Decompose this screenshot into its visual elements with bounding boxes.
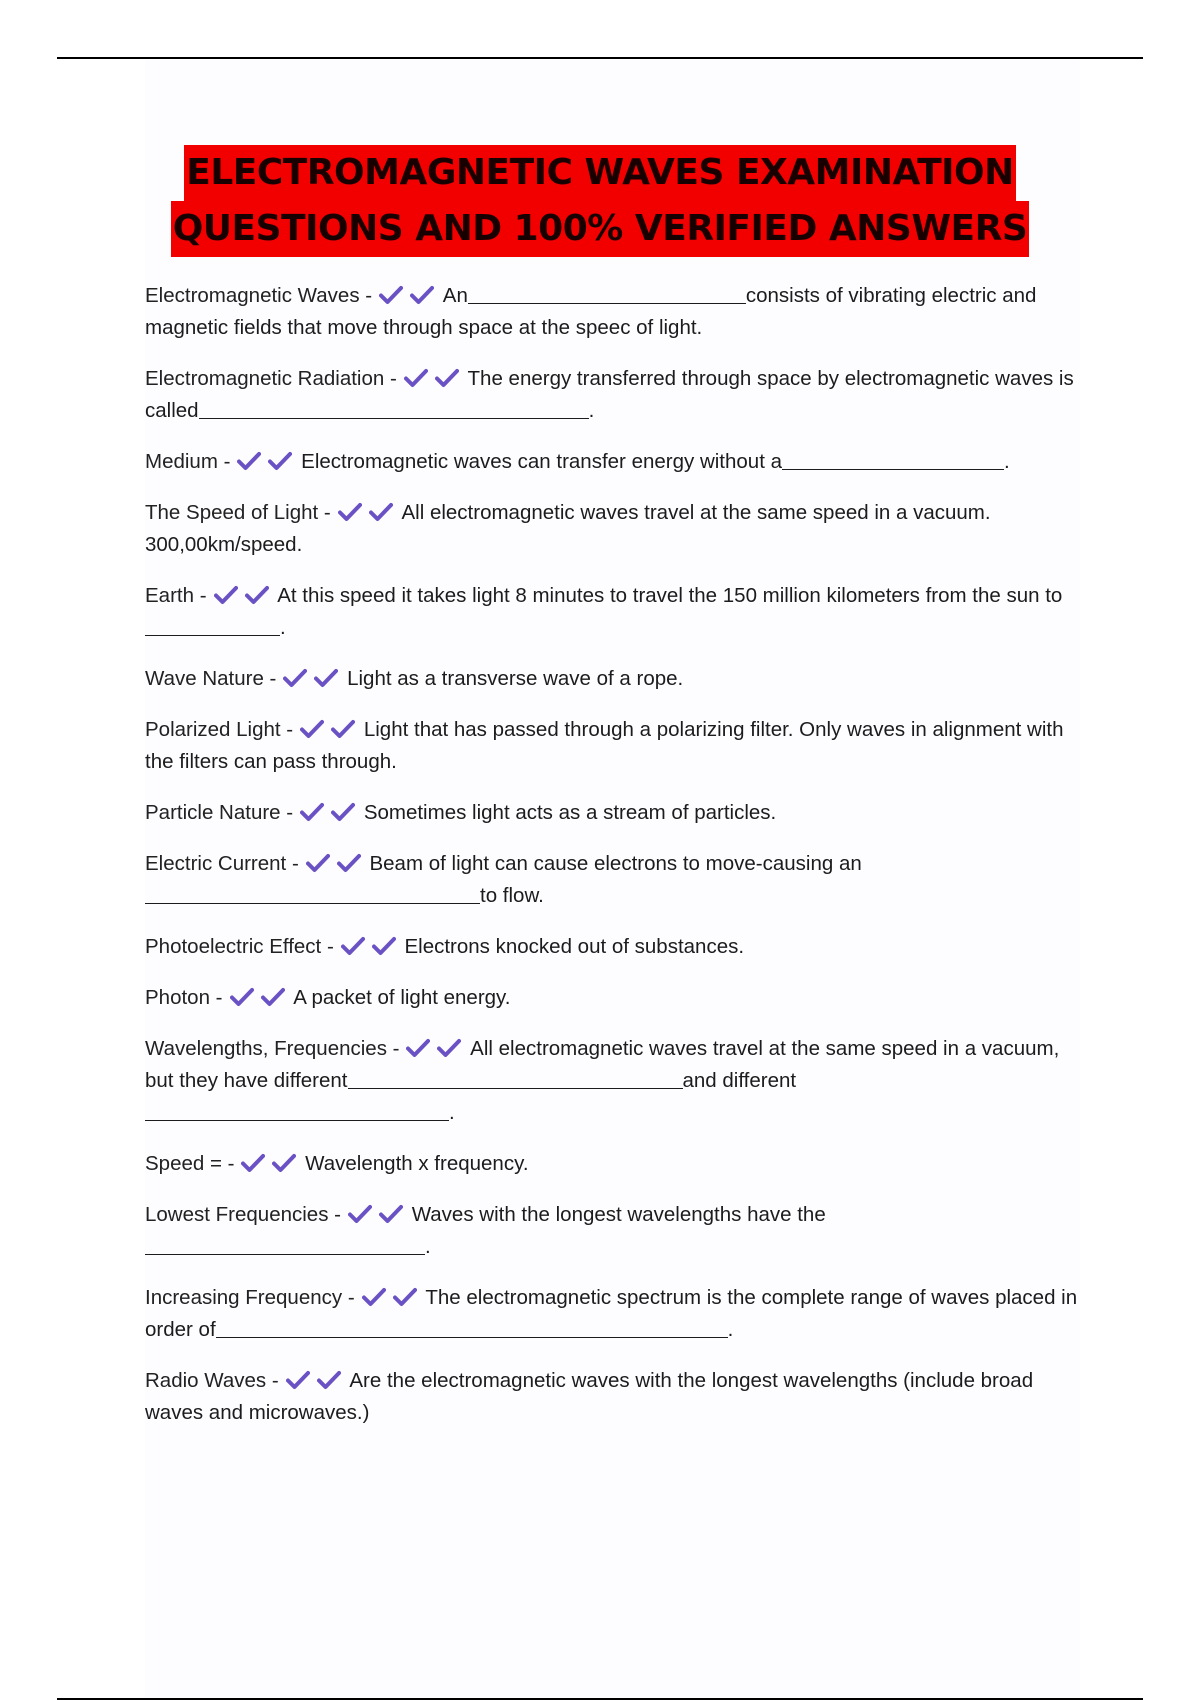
checkmark-icon xyxy=(268,451,292,471)
checkmark-icon xyxy=(406,1038,430,1058)
item-definition: An consists of vibrating electric and magnetic fields that move through space at the speec of light. xyxy=(145,284,1036,339)
checkmark-icon xyxy=(245,585,269,605)
checkmark-icon xyxy=(369,502,393,522)
document-title xyxy=(0,145,1200,257)
item-term: Photon - xyxy=(145,986,223,1009)
checkmark-icon xyxy=(230,987,254,1007)
item-definition: Wavelength x frequency. xyxy=(305,1152,529,1175)
list-item xyxy=(145,363,1085,427)
answer-blank xyxy=(782,447,1004,470)
checkmark-icon xyxy=(300,719,324,739)
item-definition: Are the electromagnetic waves with the longest wavelengths (include broad waves and microwaves.) xyxy=(145,1369,1034,1424)
checkmark-icon xyxy=(393,1287,417,1307)
item-term: Electric Current - xyxy=(145,852,299,875)
item-term: Electromagnetic Waves - xyxy=(145,284,373,307)
item-term: Lowest Frequencies - xyxy=(145,1203,341,1226)
checkmark-icon xyxy=(435,368,459,388)
checkmark-icon xyxy=(300,802,324,822)
list-item xyxy=(145,848,1085,912)
item-term: Increasing Frequency - xyxy=(145,1286,355,1309)
checkmark-icon xyxy=(314,668,338,688)
item-definition: A packet of light energy. xyxy=(293,986,511,1009)
checkmark-icon xyxy=(348,1204,372,1224)
list-item xyxy=(145,280,1085,344)
answer-blank xyxy=(145,881,480,904)
list-item xyxy=(145,797,1085,829)
item-definition: The energy transferred through space by electromagnetic waves is called . xyxy=(145,367,1074,422)
checkmark-icon xyxy=(379,1204,403,1224)
checkmark-icon xyxy=(341,936,365,956)
checkmark-icon xyxy=(317,1370,341,1390)
item-definition: Light that has passed through a polarizing filter. Only waves in alignment with the filters can pass through. xyxy=(145,718,1064,773)
answer-blank xyxy=(199,396,589,419)
checkmark-icon xyxy=(306,853,330,873)
list-item xyxy=(145,714,1085,778)
title-line-1: ELECTROMAGNETIC WAVES EXAMINATION xyxy=(184,145,1016,201)
checkmark-icon xyxy=(362,1287,386,1307)
checkmark-icon xyxy=(331,802,355,822)
item-term: Speed = - xyxy=(145,1152,235,1175)
answer-blank xyxy=(145,613,280,636)
checkmark-icon xyxy=(338,502,362,522)
list-item xyxy=(145,1148,1085,1180)
checkmark-icon xyxy=(331,719,355,739)
checkmark-icon xyxy=(372,936,396,956)
answer-blank xyxy=(216,1315,728,1338)
item-definition: Beam of light can cause electrons to move-causing anto flow. xyxy=(145,852,862,907)
item-definition: Sometimes light acts as a stream of particles. xyxy=(363,801,777,824)
checkmark-icon xyxy=(272,1153,296,1173)
item-term: Polarized Light - xyxy=(145,718,294,741)
list-item xyxy=(145,497,1085,561)
list-item xyxy=(145,1199,1085,1263)
checkmark-icon xyxy=(379,285,403,305)
item-definition: All electromagnetic waves travel at the same speed in a vacuum, but they have different and different. xyxy=(145,1037,1060,1124)
item-definition: Electrons knocked out of substances. xyxy=(404,935,745,958)
item-term: Electromagnetic Radiation - xyxy=(145,367,397,390)
checkmark-icon xyxy=(410,285,434,305)
top-rule xyxy=(57,57,1143,59)
item-definition: Light as a transverse wave of a rope. xyxy=(347,667,684,690)
item-definition: Waves with the longest wavelengths have the. xyxy=(145,1203,826,1258)
checkmark-icon xyxy=(237,451,261,471)
item-definition: Electromagnetic waves can transfer energy without a . xyxy=(301,450,1010,473)
answer-blank xyxy=(145,1232,425,1255)
checkmark-icon xyxy=(286,1370,310,1390)
list-item xyxy=(145,1033,1085,1129)
item-definition: At this speed it takes light 8 minutes to travel the 150 million kilometers from the sun to. xyxy=(145,584,1062,639)
checkmark-icon xyxy=(283,668,307,688)
checkmark-icon xyxy=(241,1153,265,1173)
qa-list xyxy=(145,280,1085,1448)
list-item xyxy=(145,1365,1085,1429)
list-item xyxy=(145,446,1085,478)
answer-blank xyxy=(145,1098,449,1121)
item-term: Particle Nature - xyxy=(145,801,294,824)
item-definition: All electromagnetic waves travel at the same speed in a vacuum. 300,00km/speed. xyxy=(145,501,991,556)
item-term: Wave Nature - xyxy=(145,667,277,690)
list-item xyxy=(145,580,1085,644)
list-item xyxy=(145,1282,1085,1346)
item-term: Medium - xyxy=(145,450,231,473)
answer-blank xyxy=(348,1066,683,1089)
item-definition: The electromagnetic spectrum is the complete range of waves placed in order of . xyxy=(145,1286,1078,1341)
checkmark-icon xyxy=(214,585,238,605)
item-term: Earth - xyxy=(145,584,207,607)
checkmark-icon xyxy=(261,987,285,1007)
item-term: The Speed of Light - xyxy=(145,501,331,524)
item-term: Photoelectric Effect - xyxy=(145,935,334,958)
checkmark-icon xyxy=(337,853,361,873)
answer-blank xyxy=(468,281,746,304)
item-term: Wavelengths, Frequencies - xyxy=(145,1037,400,1060)
list-item xyxy=(145,663,1085,695)
item-term: Radio Waves - xyxy=(145,1369,279,1392)
list-item xyxy=(145,982,1085,1014)
checkmark-icon xyxy=(404,368,428,388)
checkmark-icon xyxy=(437,1038,461,1058)
title-line-2: QUESTIONS AND 100% VERIFIED ANSWERS xyxy=(171,201,1030,257)
list-item xyxy=(145,931,1085,963)
